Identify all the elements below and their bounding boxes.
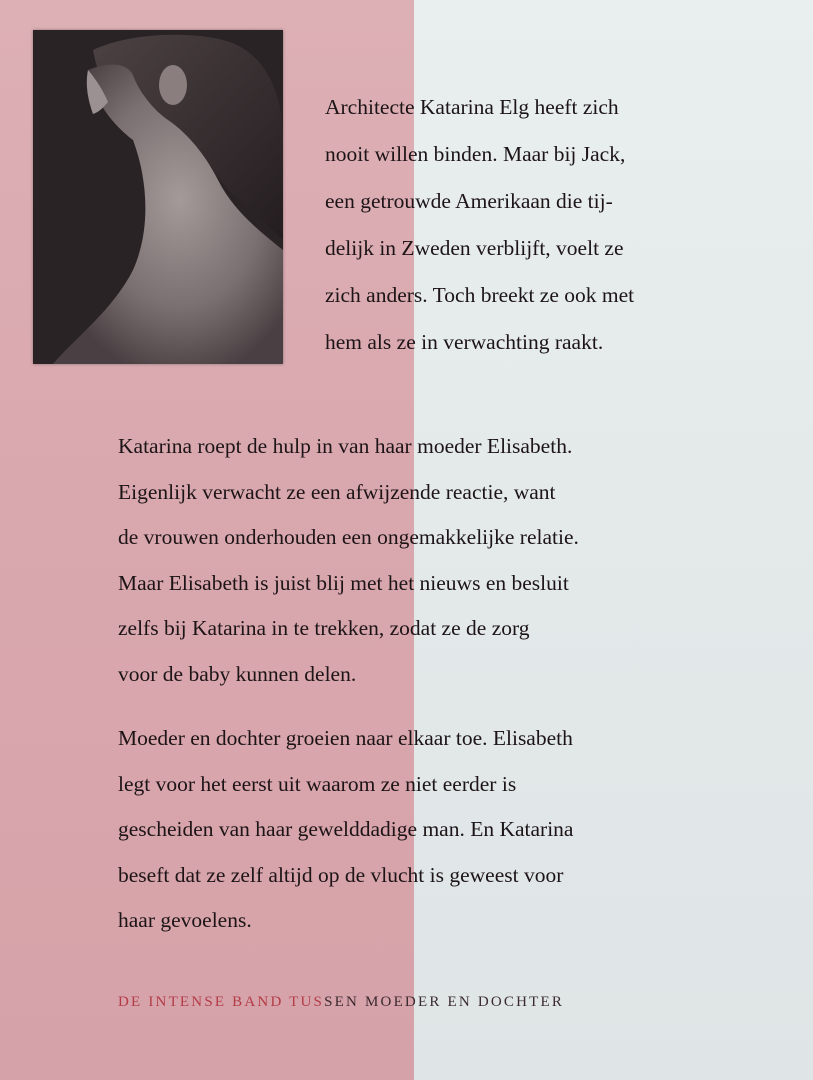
paragraph-line: gescheiden van haar gewelddadige man. En Katarina xyxy=(118,817,574,841)
paragraph-line: Katarina roept de hulp in van haar moeder Elisabeth. xyxy=(118,434,573,458)
paragraph-line: legt voor het eerst uit waarom ze niet eerder is xyxy=(118,771,517,796)
paragraph-line: beseft dat ze zelf altijd op de vlucht is geweest voor xyxy=(118,862,564,887)
woman-profile-photo xyxy=(33,30,283,364)
paragraph-line: haar gevoelens. xyxy=(118,908,252,932)
paragraph-1 xyxy=(118,424,768,697)
tagline-part-1: DE INTENSE BAND TUS xyxy=(118,994,325,1010)
paragraph-line: de vrouwen onderhouden een ongemakkelijke relatie. xyxy=(118,525,579,549)
blurb-line: een getrouwde Amerikaan die tij- xyxy=(325,189,613,213)
intro-blurb xyxy=(325,84,765,366)
paragraph-line: zelfs bij Katarina in te trekken, zodat ze de zorg xyxy=(118,616,530,640)
paragraph-line: Eigenlijk verwacht ze een afwijzende reactie, want xyxy=(118,479,556,504)
blurb-line: nooit willen binden. Maar bij Jack, xyxy=(325,142,626,166)
blurb-line: zich anders. Toch breekt ze ook met xyxy=(325,283,635,307)
paragraph-2 xyxy=(118,716,768,944)
blurb-line: Architecte Katarina Elg heeft zich xyxy=(325,95,619,119)
tagline xyxy=(118,994,758,1011)
paragraph-line: Moeder en dochter groeien naar elkaar toe. Elisabeth xyxy=(118,726,573,750)
blurb-line: delijk in Zweden verblijft, voelt ze xyxy=(325,236,624,260)
paragraph-line: voor de baby kunnen delen. xyxy=(118,661,357,686)
blurb-line: hem als ze in verwachting raakt. xyxy=(325,330,604,354)
tagline-part-2: SEN MOEDER EN DOCHTER xyxy=(324,994,565,1010)
paragraph-line: Maar Elisabeth is juist blij met het nieuws en besluit xyxy=(118,570,569,595)
